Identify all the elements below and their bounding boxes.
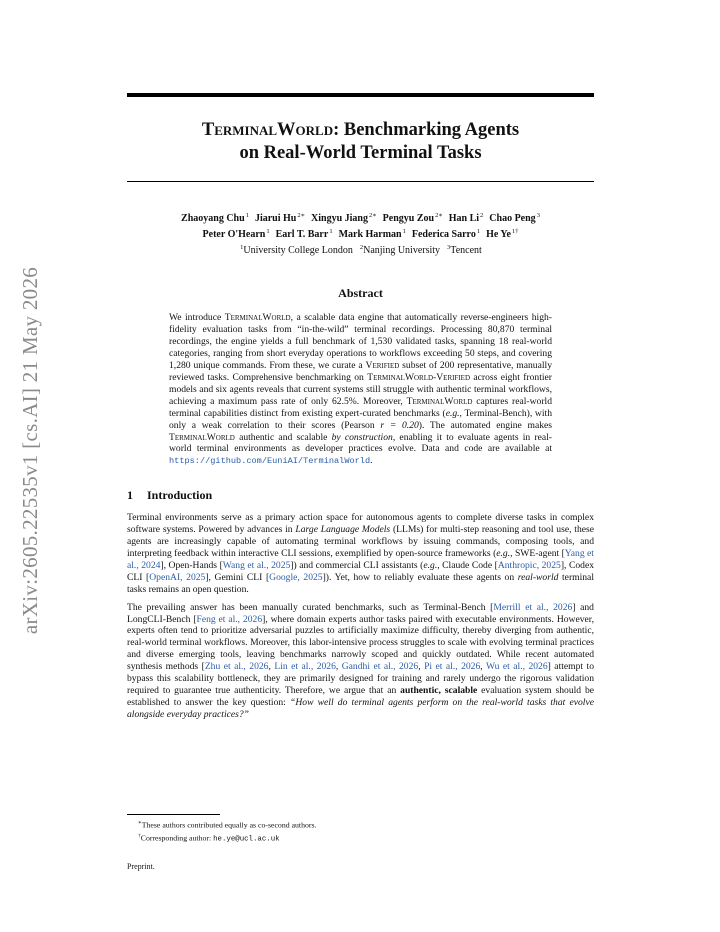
author-name: Pengyu Zou$^{2∗}$ <box>382 212 443 225</box>
affiliation: $^1$University College London <box>240 243 353 256</box>
citation-link[interactable]: Anthropic, 2025 <box>497 559 561 571</box>
author-name: Chao Peng$^3$ <box>489 212 540 225</box>
title-name: TerminalWorld <box>201 120 334 140</box>
citation-link[interactable]: Lin et al., 2026 <box>274 661 336 673</box>
citation-link[interactable]: OpenAI, 2025 <box>149 571 206 583</box>
citation-link[interactable]: Feng et al., 2026 <box>196 613 263 625</box>
intro-paragraph-1: Terminal environments serve as a primary action space for autonomous agents to complete diverse tasks in complex software systems. Powered by advances in Large Language Models (LLMs) for multi-step reasoning and tool use, these agents are increasingly capable of automating terminal workflows by issuing commands, composing tools, and interpreting feedback within interactive CLI sessions, exemplified by open-source frameworks (e.g., SWE-agent [Yang et al., 2024], Open-Hands [Wang et al., 2025]) and commercial CLI assistants (e.g., Claude Code [Anthropic, 2025], Codex CLI [OpenAI, 2025], Gemini CLI [Google, 2025]). Yet, how to reliably evaluate these agents on real-world terminal tasks remains an open question. <box>127 512 594 595</box>
title-top-rule <box>127 93 594 97</box>
citation-link[interactable]: Gandhi et al., 2026 <box>341 661 419 673</box>
author-name: He $Ye^{1\dagger}$ <box>486 227 519 241</box>
title-bottom-rule <box>127 181 594 182</box>
author-row-1 <box>127 210 594 226</box>
paper-title <box>127 119 594 165</box>
footnote-equal-contribution: ∗These authors contributed equally as co-second authors. <box>138 820 317 830</box>
citation-link[interactable]: Pi et al., 2026 <box>424 661 481 673</box>
title-line2: on Real-World Terminal Tasks <box>239 143 482 163</box>
corresponding-email[interactable]: he.ye@ucl.ac.uk <box>213 835 280 844</box>
arxiv-id: arXiv:2605.22535v1 [cs.AI] 21 May 2026 <box>18 266 43 634</box>
abstract-heading: Abstract <box>338 286 383 301</box>
footnote-rule <box>127 814 220 815</box>
author-name: Xingyu Jiang$^{2∗}$ <box>311 212 377 225</box>
citation-link[interactable]: Wu et al., 2026 <box>485 661 548 673</box>
arxiv-sidebar-stamp <box>18 260 44 640</box>
affiliation: $^3$Tencent <box>447 243 482 256</box>
title-line1-rest: : Benchmarking Agents <box>333 120 520 140</box>
citation-link[interactable]: Wang et al., 2025 <box>222 559 291 571</box>
author-row-2 <box>127 226 594 242</box>
abstract-text: We introduce TerminalWorld, a scalable data engine that automatically reverse-engineers high-fidelity evaluation tasks from “in-the-wild” terminal recordings. Processing 80,870 terminal recordings, the engine yields a full benchmark of 1,530 validated tasks, spanning 18 real-world categories, ranging from short everyday operations to workflows exceeding 50 steps, and covering 1,280 unique commands. From these, we curate a Verified subset of 200 representative, manually reviewed tasks. Comprehensive benchmarking on TerminalWorld-Verified across eight frontier models and six agents reveals that current systems still struggle with authentic terminal workflows, achieving a maximum pass rate of only 62.5%. Moreover, TerminalWorld captures real-world terminal capabilities distinct from existing expert-curated benchmarks (e.g., Terminal-Bench), with only a weak correlation to their scores (Pearson r = 0.20). The automated engine makes TerminalWorld authentic and scalable by construction, enabling it to evaluate agents in real-world terminal environments as developer practices evolve. Data and code are available at https://github.com/EuniAI/TerminalWorld. <box>169 312 553 467</box>
citation-link[interactable]: Merrill et al., 2026 <box>493 601 573 613</box>
citation-link[interactable]: Zhu et al., 2026 <box>204 661 269 673</box>
section-heading-introduction: 1 Introduction <box>127 488 213 503</box>
affiliations <box>127 242 594 258</box>
author-name: Jiarui $Hu^{2∗}$ <box>254 212 306 225</box>
author-name: Earl T. Barr$^1$ <box>275 227 333 241</box>
author-block <box>127 210 594 257</box>
paper-first-page <box>127 93 594 721</box>
footnotes <box>138 818 316 844</box>
affiliation: $^2$Nanjing University <box>359 243 441 256</box>
author-name: Han Li$^2$ <box>448 212 484 225</box>
intro-paragraph-2: The prevailing answer has been manually curated benchmarks, such as Terminal-Bench [Merrill et al., 2026] and LongCLI-Bench [Feng et al., 2026], where domain experts author tasks paired with executable environments. However, experts often tend to prioritize adversarial puzzles to artificially maximize difficulty, thereby diverging from authentic, real-world terminal workflows. Moreover, this labor-intensive process struggles to scale with evolving terminal practices and diverse emerging tools, leaving benchmarks narrowly scoped and quickly outdated. While recent automated synthesis methods [Zhu et al., 2026, Lin et al., 2026, Gandhi et al., 2026, Pi et al., 2026, Wu et al., 2026] attempt to bypass this scalability bottleneck, they are primarily designed for training and rarely undergo the rigorous validation required to guarantee true authenticity. Therefore, we argue that an authentic, scalable evaluation system should be established to answer the key question: “How well do terminal agents perform on the real-world tasks that evolve alongside everyday practices?” <box>127 601 595 720</box>
repository-link[interactable]: https://github.com/EuniAI/TerminalWorld <box>169 456 371 467</box>
citation-link[interactable]: Yang et al., 2024 <box>127 547 594 571</box>
footnote-corresponding-author: †Corresponding author: he.ye@ucl.ac.uk <box>138 832 280 844</box>
author-name: Federica Sarro$^1$ <box>411 227 481 241</box>
preprint-label: Preprint. <box>127 862 155 871</box>
author-name: Peter O'Hearn$^1$ <box>202 227 270 241</box>
citation-link[interactable]: Google, 2025 <box>269 571 323 583</box>
author-name: Zhaoyang Chu$^1$ <box>181 212 249 225</box>
author-name: Mark Harman$^1$ <box>338 227 406 241</box>
